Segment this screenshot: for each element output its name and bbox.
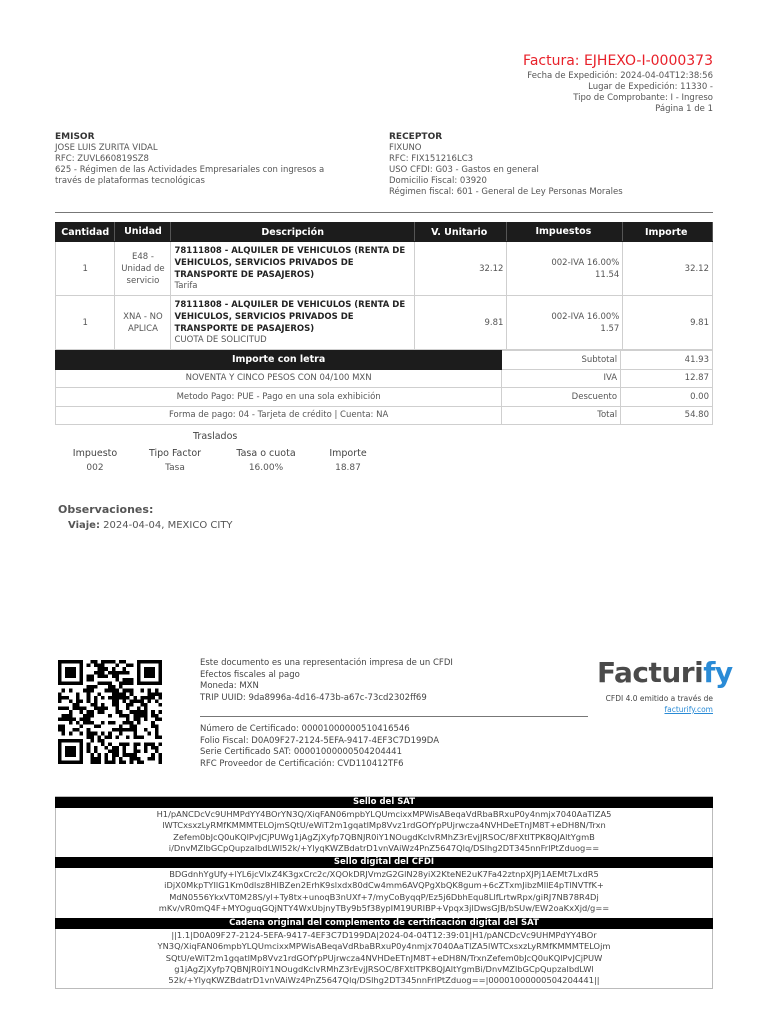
seal-line: iDjX0MkpTYIlG1Km0dlsz8HIBZen2ErhK9slxdx80dCw4mm6AVQPgXbQK8gum+6cZTxmJibzMllE4pTlNVTfK+ bbox=[164, 880, 604, 891]
issuer-name: JOSE LUIS ZURITA VIDAL bbox=[55, 143, 158, 153]
row-description-line: TRANSPORTE DE PASAJEROS) bbox=[174, 270, 315, 280]
cfdi-seal-heading: Sello digital del CFDI bbox=[55, 857, 713, 868]
row-description-line: VEHICULOS, SERVICIOS PRIVADOS DE bbox=[174, 258, 354, 268]
transfers-col-rate bbox=[226, 448, 306, 473]
seal-line: i/DnvMZlbGCpQupzalbdLWl52k/+YlyqKWZBdatrD1vnVAiWz4PnZ5647Qlq/DSlhg2DT345nnFrlPtZduog== bbox=[168, 842, 600, 853]
logo-accent: fy bbox=[703, 656, 733, 689]
certificate-info bbox=[200, 724, 439, 770]
row-tax-rate: 002-IVA 16.00% bbox=[551, 311, 620, 322]
original-chain bbox=[55, 930, 713, 986]
transfers-header: Tasa o cuota bbox=[236, 448, 296, 459]
seal-line: Zefem0bJcQ0uKQlPvJCjPUWg1jAgZjXyfp7QBNJR0iY1NOugdKclvRMhZ3rEvjJRSOC/8FXtITPK8QJAltYgmB bbox=[173, 831, 595, 842]
divider bbox=[200, 716, 588, 717]
brand-note bbox=[606, 693, 713, 715]
row-description-line: TRANSPORTE DE PASAJEROS) bbox=[174, 324, 315, 334]
logo-text: Facturi bbox=[597, 656, 704, 689]
row-tax-rate: 002-IVA 16.00% bbox=[551, 257, 620, 268]
trip-uuid: TRIP UUID: 9da8996a-4d16-473b-a67c-73cd2302ff69 bbox=[200, 692, 427, 703]
row-taxes bbox=[507, 296, 623, 350]
transfers-col-amount bbox=[320, 448, 376, 473]
issuer-rfc: RFC: ZUVL660819SZ8 bbox=[55, 154, 149, 164]
receiver-cfdi-use: USO CFDI: G03 - Gastos en general bbox=[389, 165, 539, 175]
brand-caption: CFDI 4.0 emitido a través de bbox=[605, 694, 713, 703]
iva-label: IVA bbox=[502, 369, 621, 388]
row-taxes bbox=[507, 242, 623, 296]
col-quantity: Cantidad bbox=[56, 223, 115, 242]
issuer-regime-line2: través de plataformas tecnológicas bbox=[55, 176, 205, 186]
discount-value: 0.00 bbox=[621, 388, 713, 407]
row-description bbox=[171, 242, 414, 296]
receiver-address: Domicilio Fiscal: 03920 bbox=[389, 176, 487, 186]
row-unit bbox=[115, 296, 171, 350]
row-unit-line: XNA - NO bbox=[123, 311, 163, 322]
totals-table bbox=[55, 350, 713, 425]
issuer-heading: EMISOR bbox=[55, 132, 95, 142]
cfdi-notice bbox=[200, 658, 453, 704]
invoice-title: Factura: EJHEXO-I-0000373 bbox=[523, 53, 713, 69]
receiver-rfc: RFC: FIX151216LC3 bbox=[389, 154, 474, 164]
trip-value: 2024-04-04, MEXICO CITY bbox=[103, 520, 233, 531]
row-amount: 9.81 bbox=[623, 296, 713, 350]
row-description-detail: Tarifa bbox=[174, 281, 198, 291]
fiscal-folio: Folio Fiscal: D0A09F27-2124-5EFA-9417-4EF3C7D199DA bbox=[200, 735, 440, 746]
original-chain-heading: Cadena original del complemento de certificación digital del SAT bbox=[55, 918, 713, 929]
sat-certificate-serial: Serie Certificado SAT: 00001000000504204441 bbox=[200, 747, 402, 757]
issuer-regime-line1: 625 - Régimen de las Actividades Empresariales con ingresos a bbox=[55, 165, 325, 175]
items-table bbox=[55, 222, 713, 350]
cfdi-seal bbox=[55, 869, 713, 914]
certificate-number: Número de Certificado: 00001000000510416546 bbox=[200, 724, 410, 734]
iva-value: 12.87 bbox=[621, 369, 713, 388]
total-label: Total bbox=[502, 406, 621, 425]
observations-title: Observaciones: bbox=[58, 503, 154, 516]
seal-line: BDGdnhYgUfy+lYL6jcVlxZ4K3gxCrc2c/XQOkDRJVmzG2GlN28yiX2KteNE2uK7Fa42ztnpXJPj1AEMt7LxdR5 bbox=[169, 869, 599, 879]
col-unit: Unidad bbox=[115, 223, 171, 242]
seal-line: SQtU/eWiT2m1gqatlMp8Vvz1rdGOfYpPUjrwcza4NVHDeETnJM8T+eDH8N/TrxnZefem0bJcQ0uKQlPvJCjPUW bbox=[165, 952, 603, 963]
cfdi-notice-line: Efectos fiscales al pago bbox=[200, 669, 300, 680]
col-unit-price: V. Unitario bbox=[414, 223, 507, 242]
seal-line: g1jAgZjXyfp7QBNJR0iY1NOugdKclvRMhZ3rEvjJRSOC/8FXtITPK8QJAltYgmBi/DnvMZlbGCpQupzalbdLWl bbox=[174, 963, 594, 974]
currency: Moneda: MXN bbox=[200, 681, 259, 691]
subtotal-label: Subtotal bbox=[502, 351, 621, 370]
row-unit-price: 32.12 bbox=[414, 242, 507, 296]
issue-date: Fecha de Expedición: 2024-04-04T12:38:56 bbox=[527, 71, 713, 81]
divider bbox=[55, 212, 713, 213]
seal-line: lWTCxsxzLyRMfKMMMTELOjmSQtU/eWiT2m1gqatlMp8Vvz1rdGOfYpPUjrwcza4NVHDeETnJM8T+eDH8N/Trxn bbox=[162, 820, 606, 831]
row-quantity: 1 bbox=[56, 296, 115, 350]
seal-line: H1/pANCDcVc9UHMPdYY4BOrYN3Q/XiqFAN06mpbYLQUmcixxMPWisABeqaVdRbaBRxuP0y4nmjx7040AaTlZA5 bbox=[156, 809, 612, 819]
col-taxes: Impuestos bbox=[507, 223, 623, 242]
certification-provider-rfc: RFC Proveedor de Certificación: CVD110412TF6 bbox=[200, 758, 404, 769]
issuer-block bbox=[55, 132, 365, 187]
row-unit bbox=[115, 242, 171, 296]
transfers-value: 002 bbox=[86, 463, 104, 473]
discount-label: Descuento bbox=[502, 388, 621, 407]
row-description-detail: CUOTA DE SOLICITUD bbox=[174, 335, 267, 345]
amount-in-words: NOVENTA Y CINCO PESOS CON 04/100 MXN bbox=[56, 369, 502, 388]
row-description-line: VEHICULOS, SERVICIOS PRIVADOS DE bbox=[174, 312, 354, 322]
sat-seal-heading: Sello del SAT bbox=[55, 797, 713, 808]
amount-in-words-heading: Importe con letra bbox=[56, 351, 502, 370]
row-unit-line: APLICA bbox=[127, 323, 158, 334]
issue-place: Lugar de Expedición: 11330 - bbox=[588, 82, 713, 92]
col-amount: Importe bbox=[623, 223, 713, 242]
row-amount: 32.12 bbox=[623, 242, 713, 296]
seal-line: ||1.1|D0A09F27-2124-5EFA-9417-4EF3C7D199DA|2024-04-04T12:39:01|H1/pANCDcVc9UHMPdYY4BOr bbox=[171, 930, 597, 940]
facturify-link[interactable]: facturify.com bbox=[664, 705, 713, 714]
row-unit-price: 9.81 bbox=[414, 296, 507, 350]
total-value: 54.80 bbox=[621, 406, 713, 425]
facturify-logo bbox=[597, 656, 733, 689]
seal-line: YN3Q/XiqFAN06mpbYLQUmcixxMPWisABeqaVdRbaBRxuP0y4nmjx7040AaTlZA5lWTCxsxzLyRMfKMMMTELOjm bbox=[157, 941, 611, 952]
receiver-block bbox=[389, 132, 719, 198]
table-row bbox=[56, 296, 713, 350]
qr-code bbox=[58, 660, 162, 764]
receiver-regime: Régimen fiscal: 601 - General de Ley Personas Morales bbox=[389, 187, 623, 197]
voucher-type: Tipo de Comprobante: I - Ingreso bbox=[573, 93, 713, 103]
row-unit-line: Unidad de bbox=[121, 263, 165, 274]
transfers-value: Tasa bbox=[165, 463, 185, 473]
seal-line: 52k/+YlyqKWZBdatrD1vnVAiWz4PnZ5647Qlq/DSlhg2DT345nnFrlPtZduog==|00001000000504204441|| bbox=[168, 975, 600, 986]
page-number: Página 1 de 1 bbox=[655, 104, 713, 114]
transfers-header: Importe bbox=[329, 448, 367, 459]
row-tax-amount: 1.57 bbox=[600, 323, 620, 334]
payment-form: Forma de pago: 04 - Tarjeta de crédito | Cuenta: NA bbox=[56, 406, 502, 425]
seal-line: mKv/vR0mQ4F+MYOguqGQjNTY4WxUbjnyTBy9b5f38ypIM19URIBP+Vpqx3jlDwsGJB/bSUw/EW2oaKxXjd/g== bbox=[158, 902, 610, 913]
payment-method: Metodo Pago: PUE - Pago en una sola exhibición bbox=[56, 388, 502, 407]
row-quantity: 1 bbox=[56, 242, 115, 296]
row-description bbox=[171, 296, 414, 350]
row-tax-amount: 11.54 bbox=[595, 269, 620, 280]
receiver-heading: RECEPTOR bbox=[389, 132, 443, 142]
transfers-header: Impuesto bbox=[72, 448, 118, 459]
transfers-value: 18.87 bbox=[335, 463, 361, 473]
seal-line: MdN0556YkxVT0M28S/yl+Ty8tx+unoqB3nUXf+7/myCoByqqP/Ez5j6DbhEqu8LlfLrtwRpx/giRJ7NB78R4Dj bbox=[169, 891, 599, 902]
receiver-name: FIXUNO bbox=[389, 143, 422, 153]
row-unit-line: servicio bbox=[126, 275, 160, 286]
transfers-title: Traslados bbox=[193, 431, 238, 442]
subtotal-value: 41.93 bbox=[621, 351, 713, 370]
row-description-line: 78111808 - ALQUILER DE VEHICULOS (RENTA DE bbox=[174, 246, 406, 256]
row-description-line: 78111808 - ALQUILER DE VEHICULOS (RENTA DE bbox=[174, 300, 406, 310]
transfers-col-factor bbox=[138, 448, 212, 473]
items-header-row bbox=[56, 223, 713, 242]
transfers-header: Tipo Factor bbox=[148, 448, 202, 459]
transfers-value: 16.00% bbox=[248, 463, 284, 473]
row-unit-line: E48 - bbox=[131, 251, 154, 262]
observations-line bbox=[68, 520, 233, 531]
table-row bbox=[56, 242, 713, 296]
transfers-col-tax bbox=[65, 448, 125, 473]
trip-label: Viaje: bbox=[68, 520, 100, 531]
sat-seal bbox=[55, 809, 713, 854]
cfdi-notice-line: Este documento es una representación impresa de un CFDI bbox=[200, 658, 453, 668]
col-description: Descripción bbox=[171, 223, 414, 242]
